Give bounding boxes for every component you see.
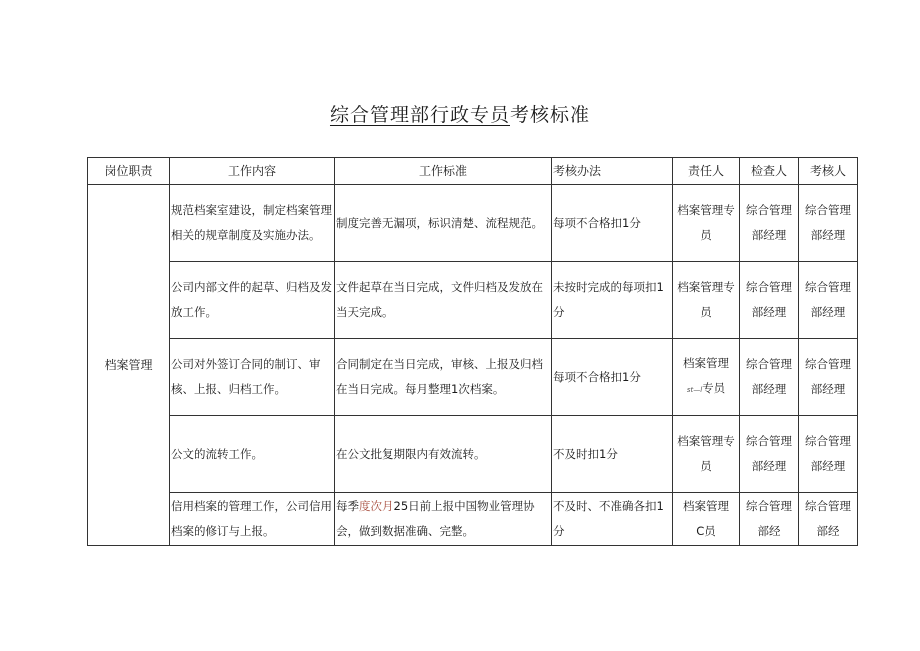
responsible-part-b: 专员 [702, 381, 726, 395]
assessor-cell: 综合管理部经理 [799, 416, 858, 493]
responsible-part-b: C员 [696, 524, 716, 538]
method-cell: 每项不合格扣1分 [552, 339, 673, 416]
table-row [88, 493, 858, 546]
standard-highlight: 度次月 [359, 499, 394, 513]
work-standard-cell: 制度完善无漏项，标识清楚、流程规范。 [335, 185, 552, 262]
title-suffix: 考核标准 [510, 104, 591, 126]
assessment-table [87, 157, 858, 546]
assessor-cell: 综合管理部经理 [799, 339, 858, 416]
checker-cell: 综合管理部经 [740, 493, 799, 546]
header-work-standard: 工作标准 [335, 158, 552, 185]
table-row [88, 416, 858, 493]
header-assessor: 考核人 [799, 158, 858, 185]
scan-mark: st—l [686, 386, 703, 394]
table-row [88, 185, 858, 262]
title-underlined: 综合管理部行政专员 [329, 104, 510, 126]
assessor-cell: 综合管理部经理 [799, 185, 858, 262]
assessor-cell: 综合管理部经理 [799, 262, 858, 339]
assessor-cell: 综合管理部经 [799, 493, 858, 546]
standard-part-a: 每季 [336, 499, 359, 513]
responsible-cell: 档案管理专员 [673, 416, 740, 493]
method-cell: 不及时扣1分 [552, 416, 673, 493]
table-row [88, 262, 858, 339]
header-assessment-method: 考核办法 [552, 158, 673, 185]
method-cell: 未按时完成的每项扣1分 [552, 262, 673, 339]
header-checker: 检查人 [740, 158, 799, 185]
checker-cell: 综合管理部经理 [740, 339, 799, 416]
work-content-cell: 公司内部文件的起草、归档及发放工作。 [170, 262, 335, 339]
checker-cell: 综合管理部经理 [740, 416, 799, 493]
responsible-cell: 档案管理专员 [673, 262, 740, 339]
responsible-cell: 档案管理专员 [673, 185, 740, 262]
work-content-cell: 信用档案的管理工作，公司信用档案的修订与上报。 [170, 493, 335, 546]
header-position-duty: 岗位职责 [88, 158, 170, 185]
header-work-content: 工作内容 [170, 158, 335, 185]
responsible-cell [673, 493, 740, 546]
category-cell: 档案管理 [88, 185, 170, 546]
work-standard-cell [335, 493, 552, 546]
work-standard-cell: 文件起草在当日完成，文件归档及发放在当天完成。 [335, 262, 552, 339]
responsible-part-a: 档案管理 [683, 499, 729, 513]
responsible-cell [673, 339, 740, 416]
work-content-cell: 公文的流转工作。 [170, 416, 335, 493]
responsible-part-a: 档案管理 [683, 356, 729, 370]
checker-cell: 综合管理部经理 [740, 262, 799, 339]
work-standard-cell: 在公文批复期限内有效流转。 [335, 416, 552, 493]
method-cell: 每项不合格扣1分 [552, 185, 673, 262]
table-row [88, 339, 858, 416]
header-responsible: 责任人 [673, 158, 740, 185]
checker-cell: 综合管理部经理 [740, 185, 799, 262]
header-row [88, 158, 858, 185]
page-title [0, 100, 920, 127]
work-standard-cell: 合同制定在当日完成，审核、上报及归档在当日完成。每月整理1次档案。 [335, 339, 552, 416]
method-cell: 不及时、不准确各扣1分 [552, 493, 673, 546]
standard-part-b: 25日前上报中国物业管理协会，做到数据准确、完整。 [336, 499, 535, 538]
work-content-cell: 规范档案室建设，制定档案管理相关的规章制度及实施办法。 [170, 185, 335, 262]
work-content-cell: 公司对外签订合同的制订、审核、上报、归档工作。 [170, 339, 335, 416]
